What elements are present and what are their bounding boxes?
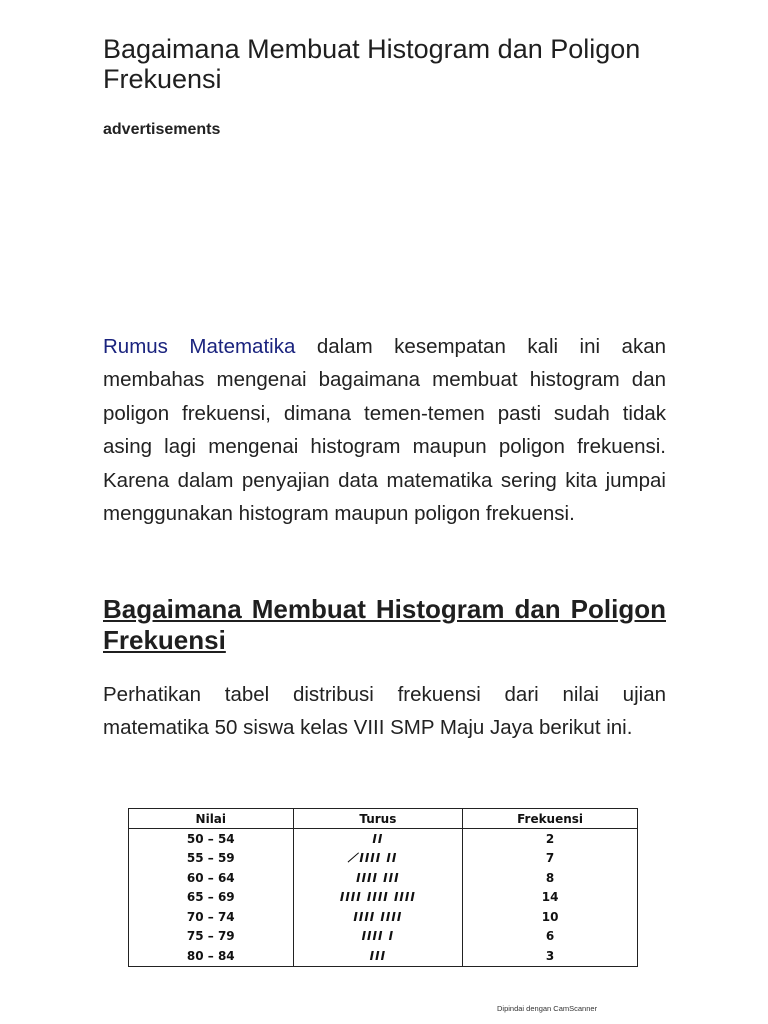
header-frekuensi: Frekuensi <box>463 809 638 829</box>
intro-text: dalam kesempatan kali ini akan membahas mengenai bagaimana membuat histogram dan poligon frekuensi, dimana temen-temen pasti sudah tidak asing lagi mengenai histogram maupun poligon frekuensi. Karena dalam penyajian data matematika sering kita jumpai menggunakan histogram maupun poligon frekuensi. <box>103 335 666 526</box>
cell-nilai: 80 – 84 <box>129 946 294 966</box>
cell-nilai: 65 – 69 <box>129 888 294 908</box>
header-nilai: Nilai <box>129 809 294 829</box>
cell-frekuensi: 7 <box>463 849 638 869</box>
cell-turus: III <box>293 946 463 966</box>
cell-turus: ̸̸IIII II <box>293 849 463 869</box>
cell-frekuensi: 8 <box>463 868 638 888</box>
table-row <box>129 907 638 927</box>
cell-frekuensi: 10 <box>463 907 638 927</box>
page-title: Bagaimana Membuat Histogram dan Poligon Frekuensi <box>103 34 641 94</box>
intro-paragraph <box>103 330 666 530</box>
cell-turus: II <box>293 829 463 849</box>
table-row <box>129 888 638 908</box>
table-row <box>129 849 638 869</box>
cell-turus: IIII IIII <box>293 907 463 927</box>
cell-nilai: 70 – 74 <box>129 907 294 927</box>
cell-turus: IIII IIII IIII <box>293 888 463 908</box>
advertisements-label: advertisements <box>103 121 221 138</box>
cell-frekuensi: 3 <box>463 946 638 966</box>
table-row <box>129 829 638 849</box>
scanner-watermark: Dipindai dengan CamScanner <box>497 1004 598 1013</box>
cell-frekuensi: 6 <box>463 927 638 947</box>
cell-turus: IIII I <box>293 927 463 947</box>
table-row <box>129 946 638 966</box>
cell-nilai: 55 – 59 <box>129 849 294 869</box>
table-row <box>129 927 638 947</box>
cell-turus: IIII III <box>293 868 463 888</box>
rumus-matematika-link[interactable]: Rumus Matematika <box>103 335 296 358</box>
section-heading: Bagaimana Membuat Histogram dan Poligon Frekuensi <box>103 594 666 655</box>
cell-nilai: 75 – 79 <box>129 927 294 947</box>
table-row <box>129 868 638 888</box>
table-intro-paragraph: Perhatikan tabel distribusi frekuensi dari nilai ujian matematika 50 siswa kelas VIII SMP Maju Jaya berikut ini. <box>103 683 666 740</box>
header-turus: Turus <box>293 809 463 829</box>
table-header-row <box>129 809 638 829</box>
cell-frekuensi: 2 <box>463 829 638 849</box>
cell-nilai: 60 – 64 <box>129 868 294 888</box>
frequency-distribution-table <box>128 808 638 967</box>
cell-nilai: 50 – 54 <box>129 829 294 849</box>
cell-frekuensi: 14 <box>463 888 638 908</box>
